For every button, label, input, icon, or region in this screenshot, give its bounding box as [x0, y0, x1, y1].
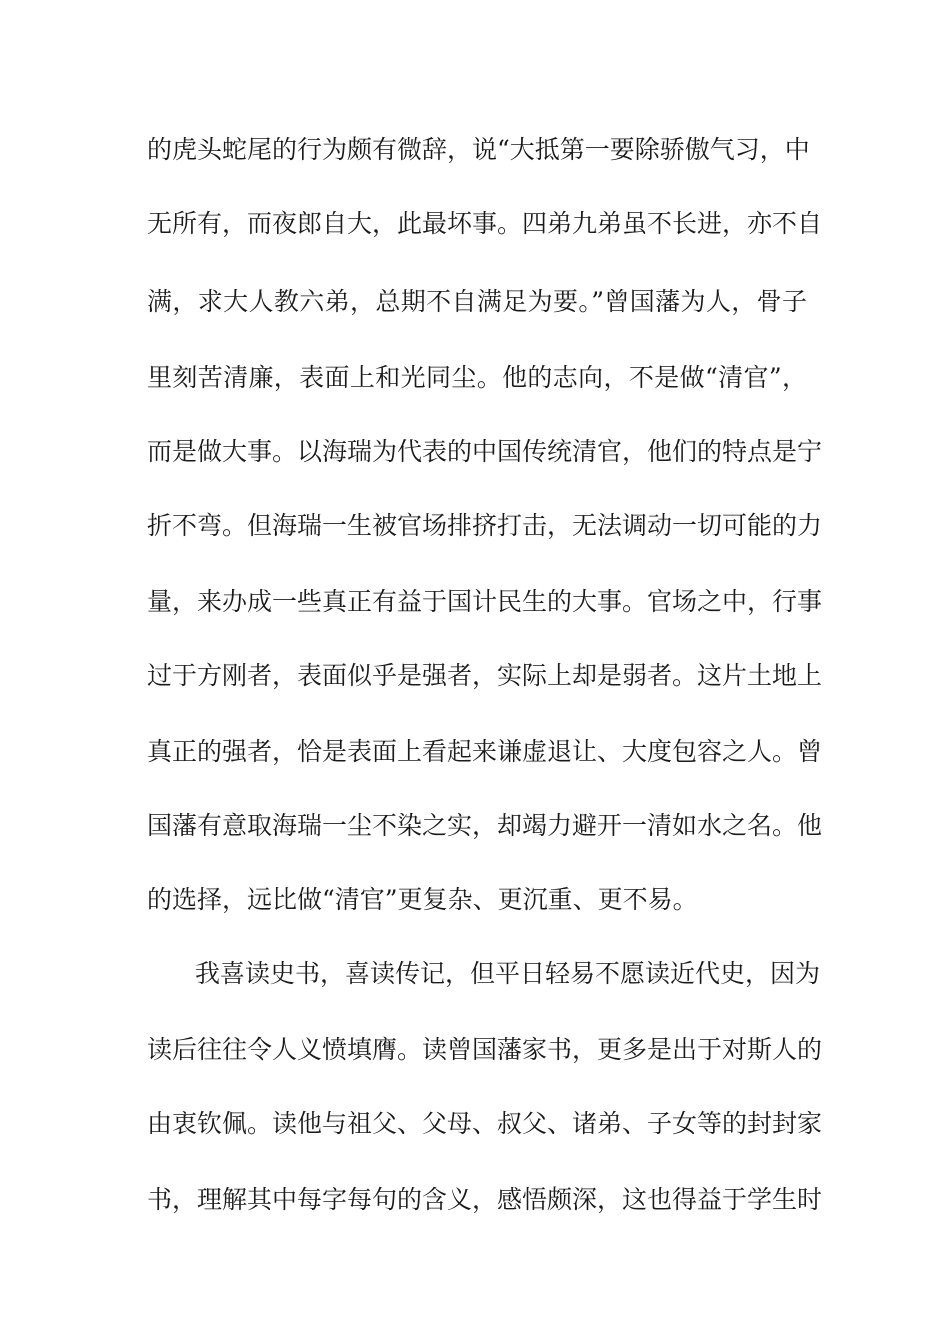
text-line: 里刻苦清廉，表面上和光同尘。他的志向，不是做“清官”，: [147, 363, 807, 392]
text-line: 折不弯。但海瑞一生被官场排挤打击，无法调动一切可能的力: [147, 511, 823, 540]
text-line: 读后往往令人义愤填膺。读曾国藩家书，更多是出于对斯人的: [147, 1035, 823, 1064]
text-line: 由衷钦佩。读他与祖父、父母、叔父、诸弟、子女等的封封家: [147, 1109, 823, 1138]
text-line: 书，理解其中每字每句的含义，感悟颇深，这也得益于学生时: [147, 1185, 823, 1214]
text-line: 国藩有意取海瑞一尘不染之实，却竭力避开一清如水之名。他: [147, 811, 823, 840]
text-line: 过于方刚者，表面似乎是强者，实际上却是弱者。这片土地上: [147, 661, 823, 690]
paragraph-end-line: 的选择，远比做“清官”更复杂、更沉重、更不易。: [147, 885, 698, 914]
text-line: 而是做大事。以海瑞为代表的中国传统清官，他们的特点是宁: [147, 437, 823, 466]
text-line: 无所有，而夜郎自大，此最坏事。四弟九弟虽不长进，亦不自: [147, 209, 823, 238]
text-line: 满，求大人教六弟，总期不自满足为要。”曾国藩为人，骨子: [147, 287, 807, 316]
paragraph-first-line: 我喜读史书，喜读传记，但平日轻易不愿读近代史，因为: [195, 959, 821, 988]
text-line: 的虎头蛇尾的行为颇有微辞，说“大抵第一要除骄傲气习，中: [147, 135, 810, 164]
text-line: 量，来办成一些真正有益于国计民生的大事。官场之中，行事: [147, 587, 823, 616]
text-line: 真正的强者，恰是表面上看起来谦虚退让、大度包容之人。曾: [147, 737, 823, 766]
